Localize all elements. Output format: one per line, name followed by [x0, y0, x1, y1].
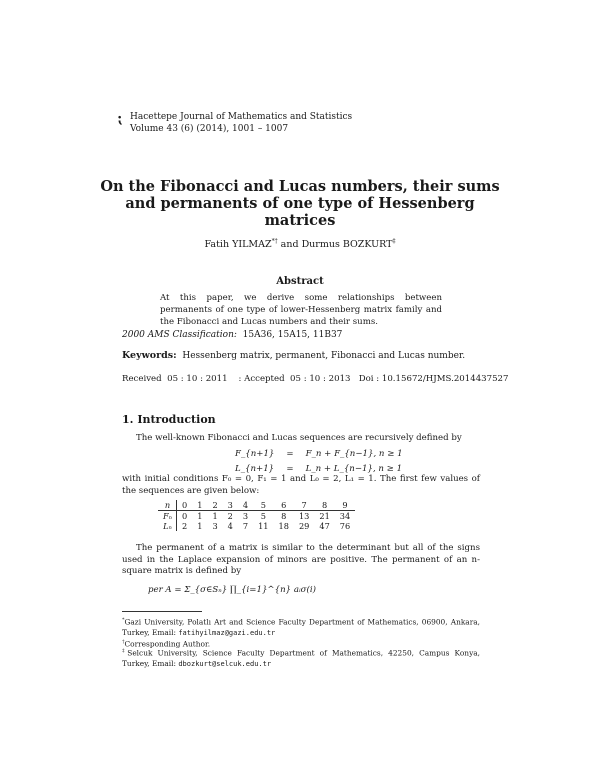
table-row-lucas: [158, 521, 355, 531]
journal-logo: ⁏: [118, 111, 124, 127]
paper-title: On the Fibonacci and Lucas numbers, their sums and permanents of one type of Hessenberg matrices: [100, 178, 500, 229]
received-accepted-doi: Received 05 : 10 : 2011 : Accepted 05 : 10 : 2013 Doi : 10.15672/HJMS.2014437527: [122, 374, 509, 384]
footnote-1-mark: *: [122, 617, 125, 623]
author-and: and: [280, 239, 299, 251]
table-cell: 76: [339, 521, 351, 531]
table-cell: 29: [298, 521, 310, 531]
footnote-1-text: Gazi University, Polatlı Art and Science Faculty Department of Mathematics, 06900, Ankara, Turkey, Email:: [122, 617, 480, 638]
footnote-1-email[interactable]: fatihyilmaz@gazi.edu.tr: [178, 629, 276, 638]
table-cell: 3: [223, 500, 238, 511]
table-cell: 2: [182, 521, 188, 531]
table-cell: 0: [177, 500, 193, 511]
footnote-1: [122, 615, 480, 639]
table-cell: 6: [274, 500, 294, 511]
table-cell: 4: [227, 521, 233, 531]
table-cell: 47: [319, 521, 330, 531]
intro-paragraph-3: The permanent of a matrix is similar to the determinant but all of the signs used in the Laplace expansion of minors are positive. The permanent of an n-square matrix is defined by: [122, 543, 480, 576]
table-cell: n: [158, 500, 177, 511]
keywords-value: Hessenberg matrix, permanent, Fibonacci and Lucas number.: [182, 351, 466, 361]
sequence-table: [158, 500, 355, 531]
footnote-divider: [122, 611, 202, 612]
eq1-op: =: [286, 449, 294, 459]
table-cell: 3: [242, 511, 249, 521]
table-cell: 8: [314, 500, 334, 511]
footnote-3-text: Selcuk University, Science Faculty Department of Mathematics, 42250, Campus Konya, Turkey, Email:: [122, 648, 480, 669]
table-cell: 2: [207, 500, 222, 511]
table-cell: 4: [238, 500, 253, 511]
eq1-rhs: F_n + F_{n−1}, n ≥ 1: [305, 449, 403, 459]
abstract-heading: Abstract: [276, 276, 324, 287]
table-cell: Lₙ: [158, 521, 177, 531]
footnote-2-mark: †: [122, 639, 125, 645]
table-header-row: [158, 500, 355, 511]
journal-volume: Volume 43 (6) (2014), 1001 – 1007: [130, 124, 289, 134]
author-2-marks: ‡: [392, 238, 396, 245]
footnote-2-text: Corresponding Author.: [124, 639, 211, 649]
author-1-marks: *†: [271, 238, 278, 245]
table-cell: 7: [242, 521, 249, 531]
abstract-body: At this paper, we derive some relationships between permanents of one type of lower-Hessenberg matrix family and the Fibonacci and Lucas numbers and their sums.: [160, 293, 442, 327]
ams-label: 2000 AMS Classification:: [122, 330, 237, 340]
table-cell: 18: [278, 521, 289, 531]
footnote-3: [122, 646, 480, 670]
table-cell: 1: [197, 521, 203, 531]
table-cell: 34: [339, 511, 351, 521]
table-cell: 8: [281, 511, 287, 521]
journal-name: Hacettepe Journal of Mathematics and Statistics: [130, 112, 353, 122]
author-1: Fatih YILMAZ: [204, 239, 272, 251]
keywords: [122, 350, 465, 361]
table-cell: Fₙ: [158, 511, 177, 522]
keywords-label: Keywords:: [122, 350, 177, 361]
table-cell: 3: [212, 521, 218, 531]
table-cell: 1: [212, 511, 218, 521]
footnote-3-mark: ‡: [122, 648, 128, 654]
eq1-lhs: F_{n+1}: [235, 449, 275, 459]
permanent-formula: per A = Σ_{σ∈Sₙ} ∏_{i=1}^{n} aᵢσ(i): [148, 585, 316, 595]
table-cell: 13: [298, 511, 310, 521]
footnote-3-email[interactable]: dbozkurt@selcuk.edu.tr: [178, 660, 272, 669]
table-cell: 5: [260, 511, 266, 521]
intro-paragraph-1: The well-known Fibonacci and Lucas sequences are recursively defined by: [136, 433, 462, 443]
eq2-lhs: L_{n+1}: [235, 464, 275, 474]
eq2-rhs: L_n + L_{n−1}, n ≥ 1: [305, 464, 403, 474]
table-cell: 7: [294, 500, 314, 511]
table-cell: 1: [197, 511, 203, 521]
table-cell: 11: [258, 521, 269, 531]
table-cell: 21: [319, 511, 330, 521]
table-cell: 5: [253, 500, 273, 511]
ams-classification: [122, 330, 342, 340]
table-cell: 0: [182, 511, 188, 521]
author-2: Durmus BOZKURT: [301, 239, 393, 251]
journal-header: [130, 111, 352, 135]
table-row-fibonacci: [158, 511, 355, 522]
author-line: [100, 238, 500, 250]
table-cell: 2: [227, 511, 233, 521]
table-cell: 1: [192, 500, 207, 511]
ams-value: 15A36, 15A15, 11B37: [242, 330, 343, 340]
table-cell: 9: [335, 500, 355, 511]
section-heading: 1. Introduction: [122, 413, 216, 426]
equation-fibonacci: [232, 448, 406, 461]
eq2-op: =: [286, 464, 294, 474]
intro-paragraph-2: with initial conditions F₀ = 0, F₁ = 1 and L₀ = 2, L₁ = 1. The first few values of the sequences are given below:: [122, 474, 480, 496]
